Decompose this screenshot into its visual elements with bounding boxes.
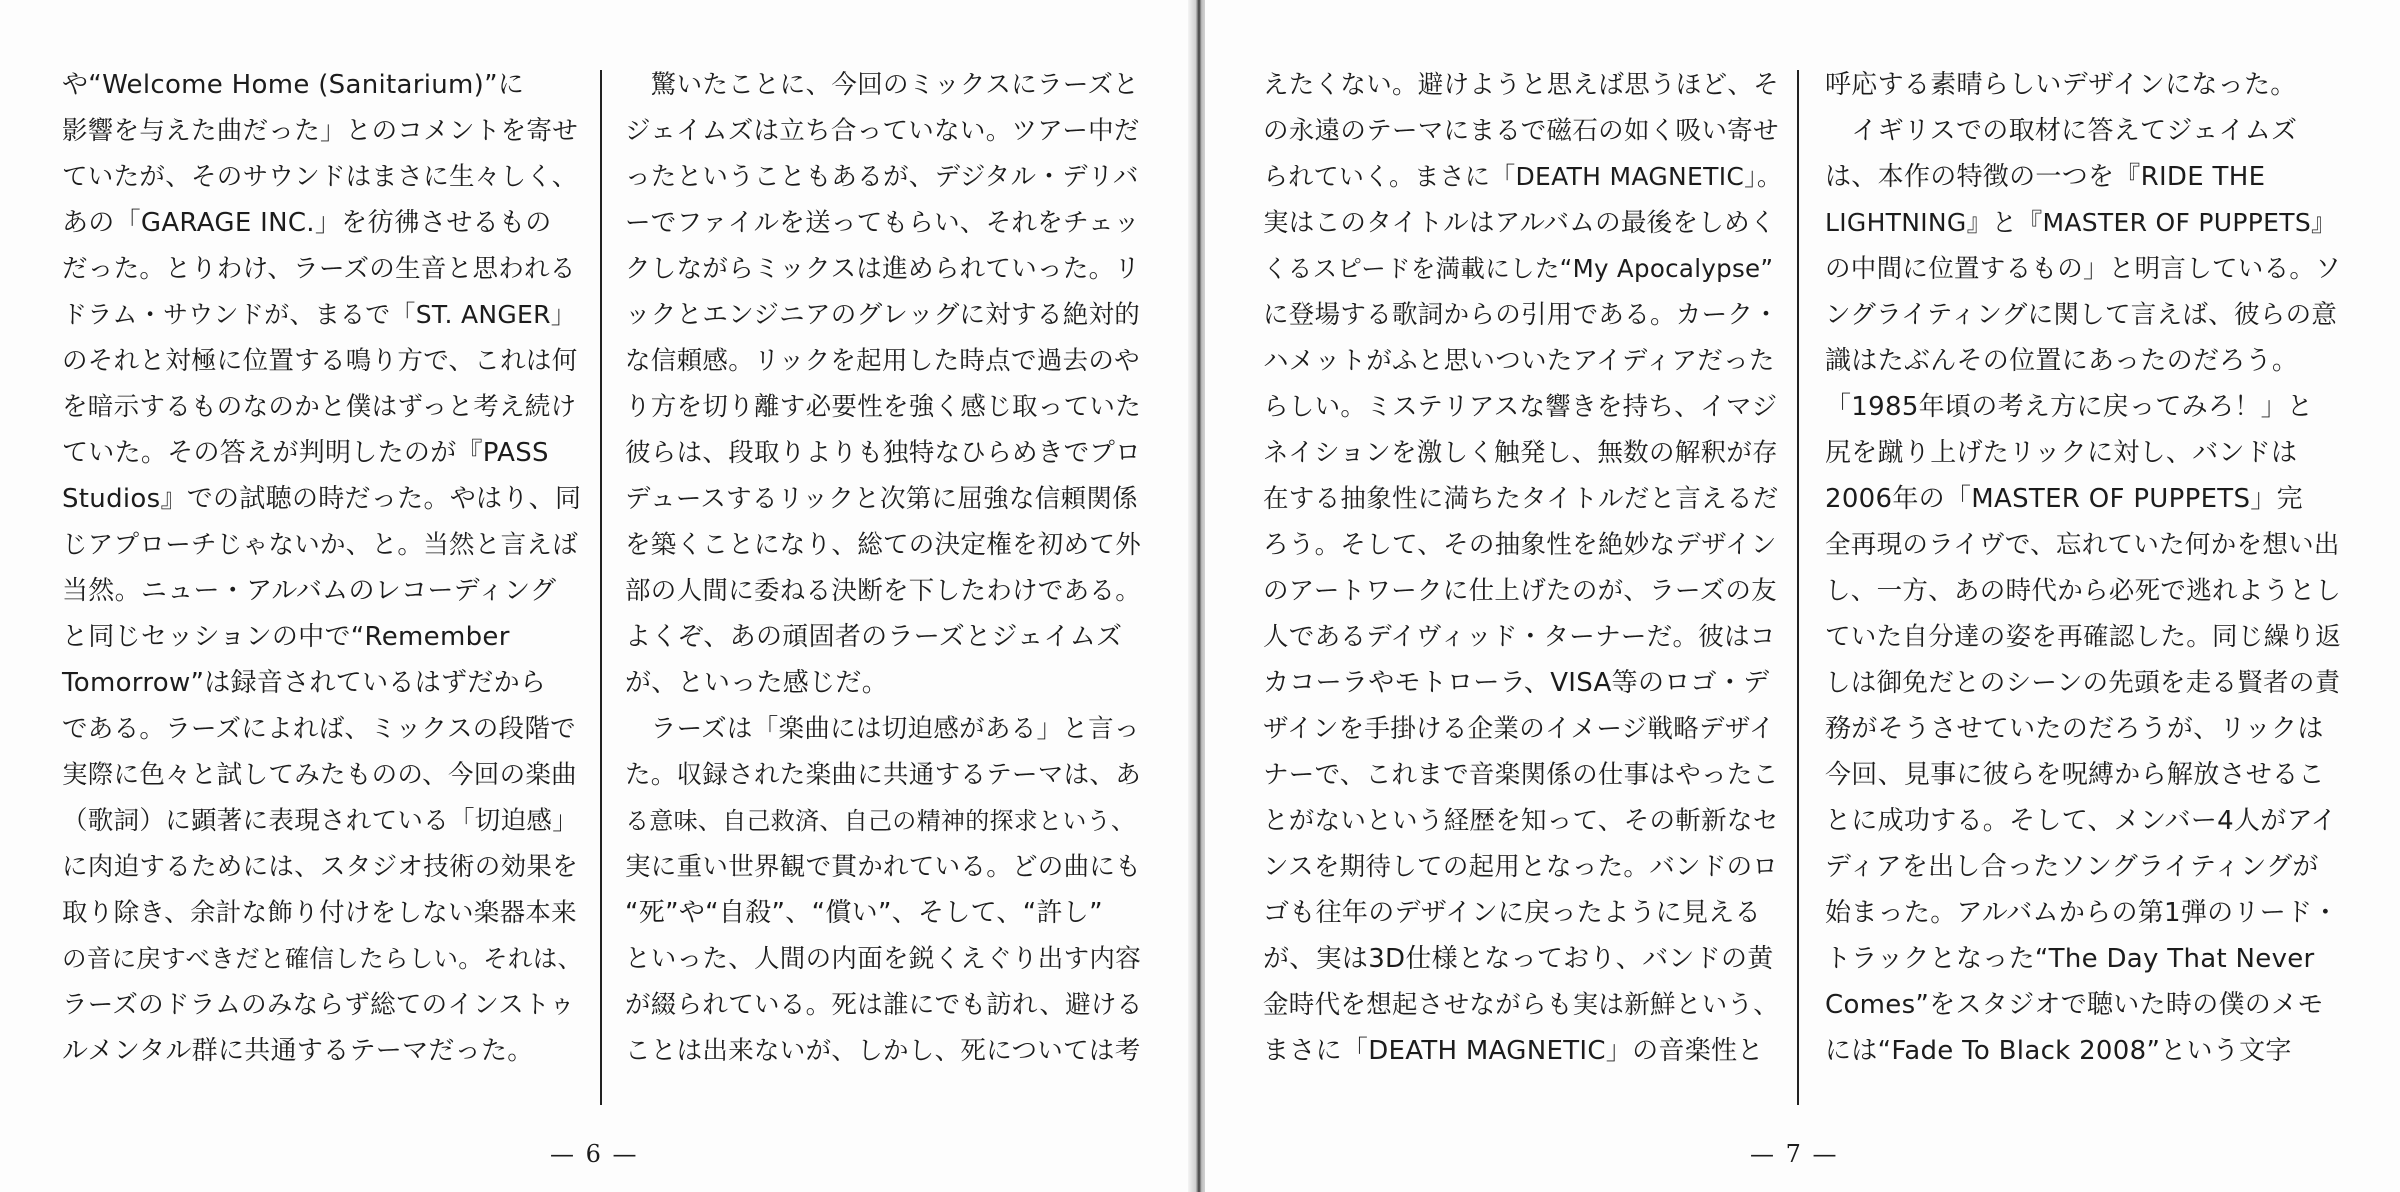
text-line: の音に戻すべきだと確信したらしい。それは、 [62,944,583,973]
text-line: 驚いたことに、今回のミックスにラーズと [625,70,1139,100]
text-line: た。収録された楽曲に共通するテーマは、あ [625,760,1142,790]
text-line: 彼らは、段取りよりも独特なひらめきでプロ [625,438,1142,468]
text-line: ろう。そして、その抽象性を絶妙なデザイン [1263,530,1777,560]
text-line: や“Welcome Home (Sanitarium)”に [62,70,525,100]
text-line: ていたが、そのサウンドはまさに生々しく、 [62,162,578,192]
column-divider [600,70,602,1105]
right-page [1205,0,2400,1192]
text-line: ナーで、これまで音楽関係の仕事はやったこ [1263,760,1779,790]
text-line: くるスピードを満載にした“My Apocalypse” [1263,254,1774,283]
text-line: ゴも往年のデザインに戻ったように見える [1263,898,1761,928]
text-line: 部の人間に委ねる決断を下したわけである。 [625,576,1142,606]
left-page-column-2 [625,62,1145,1074]
text-line: じアプローチじゃないか、と。当然と言えば [62,530,579,560]
text-line: ラーズのドラムのみならず総てのインストゥ [62,990,576,1020]
text-line: トラックとなった“The Day That Never [1825,944,2315,974]
text-line: られていく。まさに「DEATH MAGNETIC」。 [1263,162,1783,191]
text-line: が、実は3D仕様となっており、バンドの黄 [1263,944,1774,974]
text-line: には“Fade To Black 2008”という文字 [1825,1036,2292,1066]
text-line: 金時代を想起させながらも実は新鮮という、 [1263,990,1780,1020]
right-page-column-2 [1825,62,2345,1074]
text-line: のアートワークに仕上げたのが、ラーズの友 [1263,576,1777,606]
text-line: 影響を与えた曲だった」とのコメントを寄せ [62,116,579,146]
text-line: ったということもあるが、デジタル・デリバ [625,162,1139,192]
text-line: ドラム・サウンドが、まるで「ST. ANGER」 [62,300,577,329]
text-line: イギリスでの取材に答えてジェイムズ [1825,116,2298,146]
text-line: ザインを手掛ける企業のイメージ戦略デザイ [1263,714,1775,744]
text-line: が、といった感じだ。 [625,668,889,698]
text-line: らしい。ミステリアスな響きを持ち、イマジ [1263,392,1778,422]
text-line: のそれと対極に位置する鳴り方で、これは何 [62,346,578,376]
text-line: 実に重い世界観で貫かれている。どの曲にも [625,852,1142,882]
text-line: 尻を蹴り上げたリックに対し、バンドは [1825,438,2298,468]
text-line: 全再現のライヴで、忘れていた何かを想い出 [1825,530,2340,560]
text-line: ンスを期待しての起用となった。バンドのロ [1263,852,1779,882]
text-line: 取り除き、余計な飾り付けをしない楽器本来 [62,898,577,928]
text-line: ックとエンジニアのグレッグに対する絶対的 [625,300,1141,330]
text-line: ーでファイルを送ってもらい、それをチェッ [625,208,1140,238]
text-line: “死”や“自殺”、“償い”、そして、“許し” [625,898,1103,928]
text-line: ていた。その答えが判明したのが『PASS [62,438,549,468]
text-line: ことは出来ないが、しかし、死については考 [625,1036,1141,1066]
text-line: である。ラーズによれば、ミックスの段階で [62,714,576,744]
text-line: り方を切り離す必要性を強く感じ取っていた [625,392,1142,422]
text-line: ディアを出し合ったソングライティングが [1825,852,2319,882]
text-line: る意味、自己救済、自己の精神的探求という、 [625,807,1136,835]
text-line: クしながらミックスは進められていった。リ [625,254,1141,284]
text-line: 始まった。アルバムからの第1弾のリード・ [1825,898,2339,928]
left-page-column-1 [62,62,582,1074]
text-line: カコーラやモトローラ、VISA等のロゴ・デ [1263,668,1770,698]
text-line: Studios』での試聴の時だった。やはり、同 [62,484,582,514]
text-line: 実はこのタイトルはアルバムの最後をしめく [1263,208,1776,238]
page-number: — 6 — [550,1140,639,1168]
text-line: Tomorrow”は録音されているはずだから [62,668,547,698]
text-line: と同じセッションの中で“Remember [62,622,510,652]
text-line: ハメットがふと思いついたアイディアだった [1263,346,1775,376]
text-line: を築くことになり、総ての決定権を初めて外 [625,530,1142,560]
text-line: 2006年の「MASTER OF PUPPETS」完 [1825,484,2303,514]
left-page [0,0,1195,1192]
text-line: 務がそうさせていたのだろうが、リックは [1825,714,2324,744]
text-line: が綴られている。死は誰にでも訪れ、避ける [625,990,1143,1020]
text-line: 人であるデイヴィッド・ターナーだ。彼はコ [1263,622,1776,652]
text-line: よくぞ、あの頑固者のラーズとジェイムズ [625,622,1123,652]
text-line: といった、人間の内面を鋭くえぐり出す内容 [625,944,1142,974]
text-line: 実際に色々と試してみたものの、今回の楽曲 [62,760,577,790]
text-line: 呼応する素晴らしいデザインになった。 [1825,70,2297,100]
text-line: は、本作の特徴の一つを『RIDE THE [1825,162,2266,192]
text-line: 当然。ニュー・アルバムのレコーディング [62,576,557,606]
text-line: し、一方、あの時代から必死で逃れようとし [1825,576,2342,606]
text-line: の永遠のテーマにまるで磁石の如く吸い寄せ [1263,116,1779,146]
text-line: とに成功する。そして、メンバー4人がアイ [1825,806,2337,836]
text-line: まさに「DEATH MAGNETIC」の音楽性と [1263,1036,1764,1066]
text-line: しは御免だとのシーンの先頭を走る賢者の責 [1825,668,2341,698]
text-line: に登場する歌詞からの引用である。カーク・ [1263,300,1780,330]
text-line: ルメンタル群に共通するテーマだった。 [62,1036,534,1066]
text-line: あの「GARAGE INC.」を彷彿させるもの [62,208,552,238]
text-line: 在する抽象性に満ちたタイトルだと言えるだ [1263,484,1779,514]
text-line: ングライティングに関して言えば、彼らの意 [1825,300,2338,330]
text-line: ていた自分達の姿を再確認した。同じ繰り返 [1825,622,2342,652]
right-page-column-1 [1263,62,1783,1074]
text-line: の中間に位置するもの」と明言している。ソ [1825,254,2342,284]
text-line: 識はたぶんその位置にあったのだろう。 [1825,346,2299,376]
text-line: ネイションを激しく触発し、無数の解釈が存 [1263,438,1778,468]
text-line: を暗示するものなのかと僕はずっと考え続け [62,392,577,422]
page-number: — 7 — [1750,1140,1839,1168]
text-line: ジェイムズは立ち合っていない。ツアー中だ [625,116,1140,146]
text-line: デュースするリックと次第に屈強な信頼関係 [625,484,1138,514]
text-line: だった。とりわけ、ラーズの生音と思われる [62,254,576,284]
text-line: LIGHTNING』と『MASTER OF PUPPETS』 [1825,208,2337,237]
text-line: とがないという経歴を知って、その斬新なセ [1263,806,1779,836]
text-line: 「1985年頃の考え方に戻ってみろ！」と [1825,392,2314,422]
text-line: えたくない。避けようと思えば思うほど、そ [1263,70,1780,100]
column-divider [1797,70,1799,1105]
text-line: 今回、見事に彼らを呪縛から解放させるこ [1825,760,2325,790]
text-line: （歌詞）に顕著に表現されている「切迫感」 [62,806,579,836]
text-line: な信頼感。リックを起用した時点で過去のや [625,346,1140,376]
text-line: ラーズは「楽曲には切迫感がある」と言っ [625,714,1140,744]
text-line: Comes”をスタジオで聴いた時の僕のメモ [1825,990,2324,1020]
text-line: に肉迫するためには、スタジオ技術の効果を [62,852,579,882]
